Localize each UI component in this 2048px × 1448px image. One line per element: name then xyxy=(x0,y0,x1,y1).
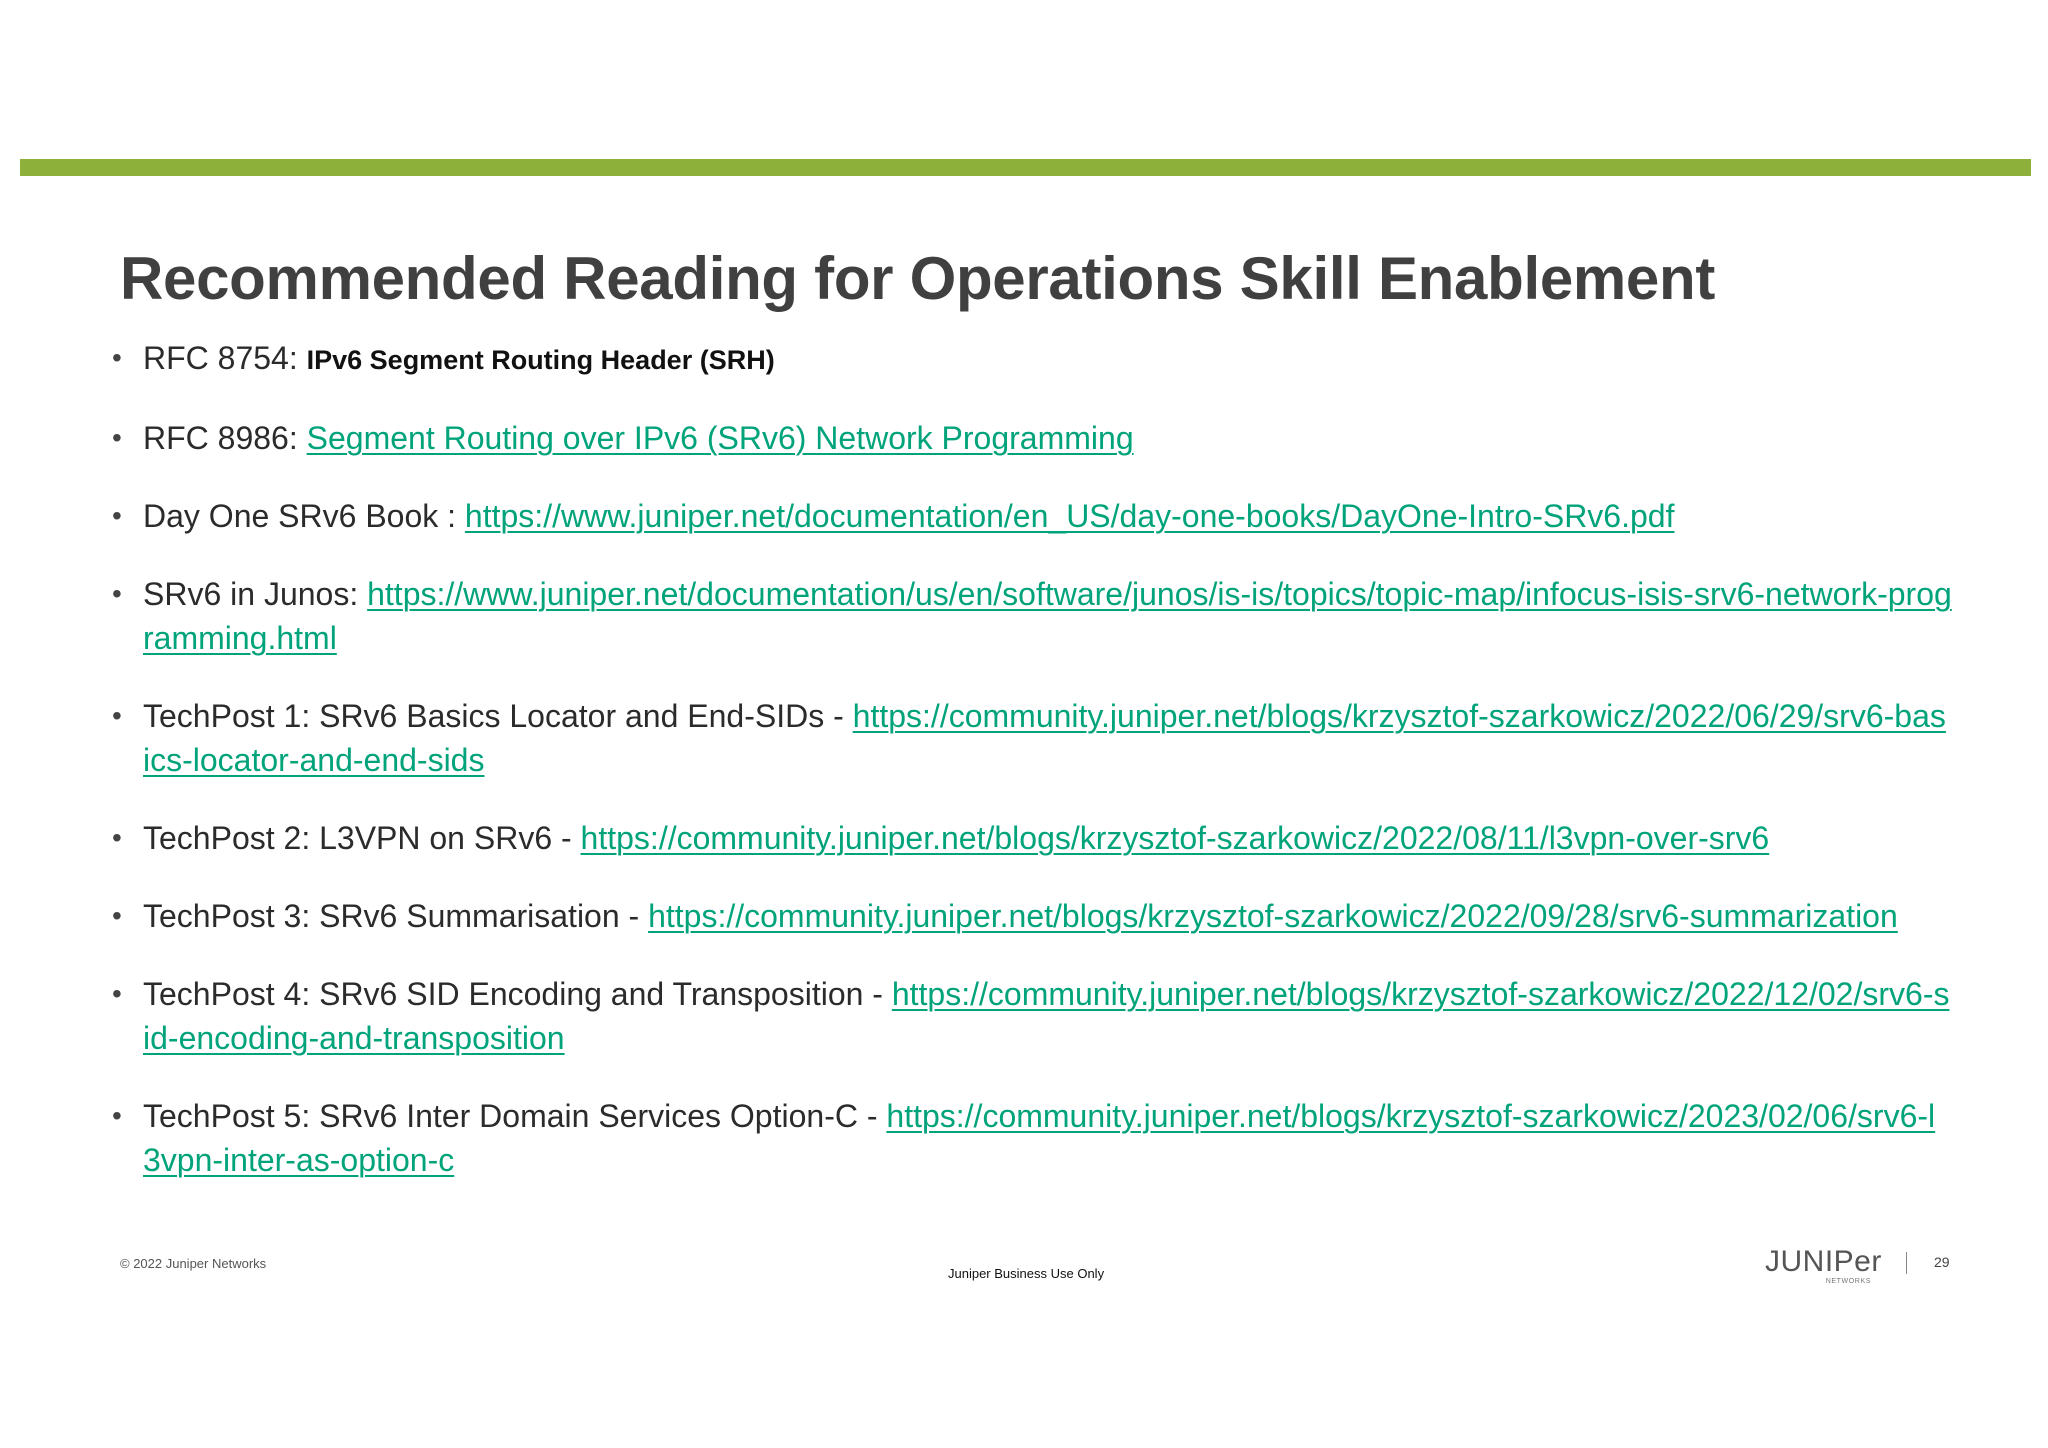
bullet-icon: • xyxy=(112,822,122,853)
item-label: TechPost 5: SRv6 Inter Domain Services Option-C - xyxy=(143,1098,887,1134)
list-item-techpost-4 xyxy=(112,972,1952,1060)
list-item-day-one-book xyxy=(112,494,1952,538)
day-one-book-link[interactable]: https://www.juniper.net/documentation/en_US/day-one-books/DayOne-Intro-SRv6.pdf xyxy=(464,498,1675,534)
item-label: TechPost 3: SRv6 Summarisation - xyxy=(143,898,649,934)
techpost-1-link[interactable]: https://community.juniper.net/blogs/krzysztof-szarkowicz/2022/06/29/srv6-basics-locator-and-end-sids xyxy=(143,698,1946,778)
top-accent-bar xyxy=(20,159,2031,176)
item-label: TechPost 1: SRv6 Basics Locator and End-SIDs - xyxy=(143,698,853,734)
logo-wordmark: JUNIPer xyxy=(1765,1245,1882,1278)
techpost-2-link[interactable]: https://community.juniper.net/blogs/krzysztof-szarkowicz/2022/08/11/l3vpn-over-srv6 xyxy=(580,820,1770,856)
bullet-icon: • xyxy=(112,1100,122,1131)
item-label: Day One SRv6 Book : xyxy=(143,498,465,534)
list-item-srv6-junos xyxy=(112,572,1952,660)
techpost-3-link[interactable]: https://community.juniper.net/blogs/krzysztof-szarkowicz/2022/09/28/srv6-summarization xyxy=(648,898,1898,934)
list-item-techpost-1 xyxy=(112,694,1952,782)
logo-subtext: NETWORKS xyxy=(1825,1278,1871,1285)
slide-title: Recommended Reading for Operations Skill Enablement xyxy=(120,245,1716,312)
list-item-techpost-3 xyxy=(112,894,1952,938)
bullet-icon: • xyxy=(112,900,122,931)
list-item-rfc8754 xyxy=(112,336,1952,382)
juniper-logo xyxy=(1765,1245,1882,1285)
footer-copyright: © 2022 Juniper Networks xyxy=(120,1256,267,1271)
item-label: RFC 8754: xyxy=(143,340,307,376)
srv6-junos-link[interactable]: https://www.juniper.net/documentation/us/en/software/junos/is-is/topics/topic-map/infocus-isis-srv6-network-programming.html xyxy=(143,576,1952,656)
list-item-techpost-2 xyxy=(112,816,1952,860)
bullet-icon: • xyxy=(112,700,122,731)
list-item-techpost-5 xyxy=(112,1094,1952,1182)
page-number: 29 xyxy=(1934,1254,1950,1270)
reading-list xyxy=(112,336,1952,1216)
list-item-rfc8986 xyxy=(112,416,1952,460)
item-label: TechPost 2: L3VPN on SRv6 - xyxy=(143,820,581,856)
bullet-icon: • xyxy=(112,500,122,531)
footer-classification: Juniper Business Use Only xyxy=(948,1266,1105,1281)
item-label: SRv6 in Junos: xyxy=(143,576,368,612)
item-label: TechPost 4: SRv6 SID Encoding and Transposition - xyxy=(143,976,892,1012)
item-label: RFC 8986: xyxy=(143,420,307,456)
item-bold-text: IPv6 Segment Routing Header (SRH) xyxy=(306,345,775,375)
techpost-5-link[interactable]: https://community.juniper.net/blogs/krzysztof-szarkowicz/2023/02/06/srv6-l3vpn-inter-as-option-c xyxy=(143,1098,1936,1178)
bullet-icon: • xyxy=(112,422,122,453)
rfc8986-link[interactable]: Segment Routing over IPv6 (SRv6) Network Programming xyxy=(306,420,1134,456)
bullet-icon: • xyxy=(112,578,122,609)
footer-divider xyxy=(1906,1252,1907,1274)
techpost-4-link[interactable]: https://community.juniper.net/blogs/krzysztof-szarkowicz/2022/12/02/srv6-sid-encoding-and-transposition xyxy=(143,976,1950,1056)
bullet-icon: • xyxy=(112,978,122,1009)
bullet-icon: • xyxy=(112,342,122,373)
